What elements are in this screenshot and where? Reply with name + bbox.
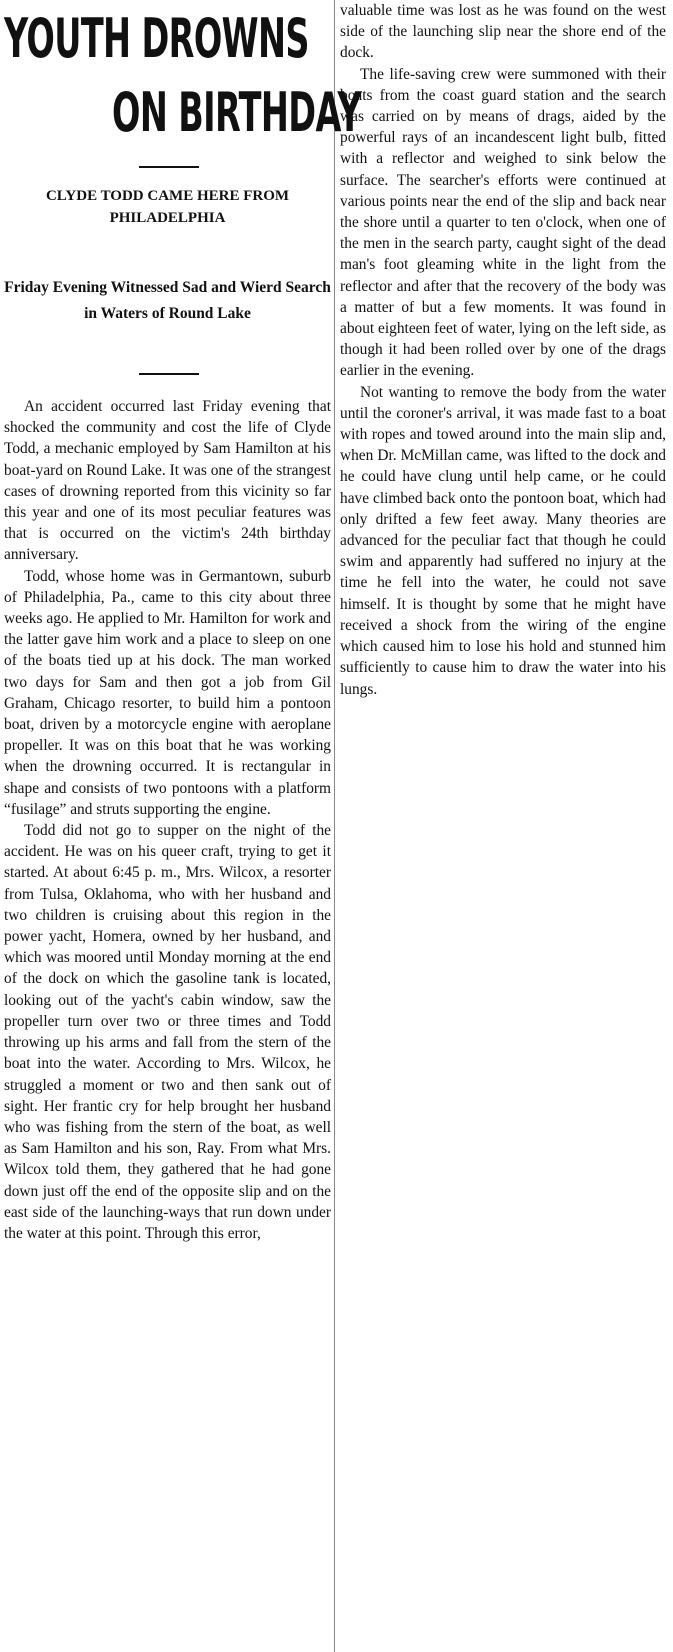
headline-line-2: ON BIRTHDAY [112,81,362,144]
paragraph: Not wanting to remove the body from the water until the coroner's arrival, it was made fast to a boat with ropes and towed around into the main slip and, when Dr. McMillan came, was lifted to the dock and he could have clung until help came, or he could have climbed back onto the pontoon boat, which had only drifted a few feet away. Many theories are advanced for the peculiar fact that though he could swim and apparently had suffered no injury at the time he fell into the water, he could not save himself. It is thought by some that he might have received a shock from the wiring of the engine which caused him to lose his hold and stunned him sufficiently to cause him to draw the water into his lungs. [340,383,666,698]
paragraph: Todd did not go to supper on the night of the accident. He was on his queer craft, trying to get it started. At about 6:45 p. m., Mrs. Wilcox, a resorter from Tulsa, Oklahoma, who with her husband and two children is cruising about this region in the power yacht, Homera, owned by her husband, and which was moored until Monday morning at the end of the dock on which the gasoline tank is located, looking out of the yacht's cabin window, saw the propeller turn over two or three times and Todd throwing up his arms and fall from the stern of the boat into the water. According to Mrs. Wilcox, he struggled a moment or two and then sank out of sight. Her frantic cry for help brought her husband who was fishing from the stern of the boat, as well as Sam Hamilton and his son, Ray. From what Mrs. Wilcox told them, they gathered that he had gone down just off the end of the opposite slip and on the east side of the launching-ways that run down under the water at this point. Through this error, [4,822,331,1242]
right-body-text [340,0,666,700]
paragraph: The life-saving crew were summoned with their boats from the coast guard station and the search was carried on by means of drags, aided by the powerful rays of an incandescent light bulb, fitted with a reflector and weighed to sink below the surface. The searcher's efforts were continued at various points near the end of the slip and back near the shore until a quarter to ten o'clock, when one of the men in the search party, caught sight of the dead man's foot gleaming white in the light from the reflector and after that the recovery of the body was a matter of but a few moments. It was found in about eighteen feet of water, lying on the left side, as though it had been rolled over by one of the drags earlier in the evening. [340,65,666,380]
paragraph: valuable time was lost as he was found on the west side of the launching slip near the shore end of the dock. [340,2,666,62]
left-body-text [4,396,331,1244]
headline-rule [139,166,199,168]
paragraph: An accident occurred last Friday evening that shocked the community and cost the life of Clyde Todd, a mechanic employed by Sam Hamilton at his boat-yard on Round Lake. It was one of the strangest cases of drowning reported from this vicinity so far this year and one of its most peculiar features was that is occurred on the victim's 24th birthday anniversary. [4,398,331,564]
deck-rule [139,373,199,375]
column-divider [334,0,335,1652]
paragraph: Todd, whose home was in Germantown, suburb of Philadelphia, Pa., came to this city about three weeks ago. He applied to Mr. Hamilton for work and the latter gave him work and a place to sleep on one of the boats tied up at his dock. The man worked two days for Sam and then got a job from Gil Graham, Chicago resorter, to build him a pontoon boat, driven by a motorcycle engine with aeroplane propeller. It was on this boat that he was working when the drowning occurred. It is rectangular in shape and consists of two pontoons with a platform “fusilage” and struts supporting the engine. [4,567,331,818]
secondary-deck: Friday Evening Witnessed Sad and Wierd Search in Waters of Round Lake [4,279,331,322]
headline-line-1: YOUTH DROWNS [4,7,309,70]
primary-deck: CLYDE TODD CAME HERE FROM PHILADELPHIA [45,188,290,226]
